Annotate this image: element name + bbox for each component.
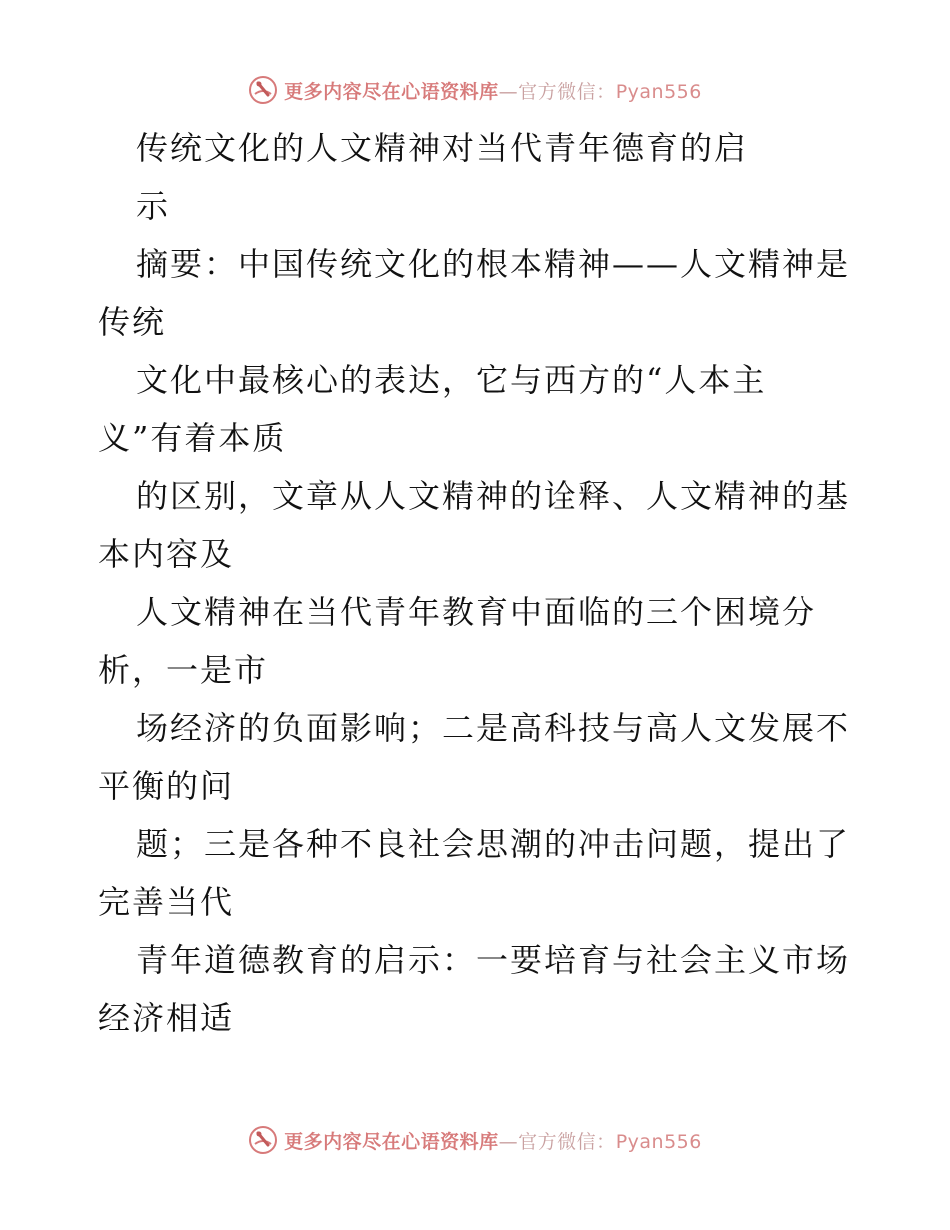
doc-line-9: 人文精神在当代青年教育中面临的三个困境分 (136, 593, 817, 631)
header-watermark (0, 72, 950, 108)
doc-line-16: 经济相适 (98, 999, 235, 1037)
watermark-content (248, 75, 702, 105)
doc-line-15: 青年道德教育的启示：一要培育与社会主义市场 (136, 941, 851, 979)
doc-line-14: 完善当代 (98, 883, 235, 921)
doc-line-1: 传统文化的人文精神对当代青年德育的启 (136, 129, 749, 167)
watermark-main-text: 更多内容尽在心语资料库 (284, 1130, 499, 1153)
watermark-sub-text: —官方微信： (498, 1130, 616, 1153)
doc-line-10: 析，一是市 (98, 651, 269, 689)
watermark-account: Pyan556 (615, 1130, 702, 1153)
doc-line-11: 场经济的负面影响；二是高科技与高人文发展不 (136, 709, 851, 747)
doc-line-5: 文化中最核心的表达，它与西方的“人本主 (136, 361, 767, 399)
doc-line-13: 题；三是各种不良社会思潮的冲击问题，提出了 (136, 825, 851, 863)
doc-line-8: 本内容及 (98, 535, 235, 573)
footer-watermark (0, 1122, 950, 1158)
book-pen-logo-icon (248, 75, 278, 105)
watermark-account: Pyan556 (615, 80, 702, 103)
watermark-sub-text: —官方微信： (498, 80, 616, 103)
watermark-content (248, 1125, 702, 1155)
watermark-main-text: 更多内容尽在心语资料库 (284, 80, 499, 103)
doc-line-6: 义”有着本质 (98, 419, 287, 457)
doc-line-2: 示 (136, 187, 171, 225)
doc-line-3: 摘要：中国传统文化的根本精神——人文精神是 (136, 245, 851, 283)
doc-line-4: 传统 (98, 303, 167, 341)
doc-line-7: 的区别，文章从人文精神的诠释、人文精神的基 (136, 477, 851, 515)
book-pen-logo-icon (248, 1125, 278, 1155)
doc-line-12: 平衡的问 (98, 767, 235, 805)
